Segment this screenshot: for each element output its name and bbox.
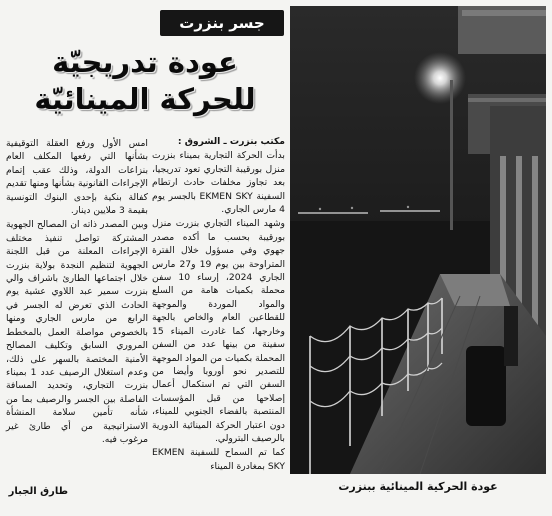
headline [6, 44, 284, 118]
headline-line-1: عودة تدريجيّة [52, 45, 238, 79]
section-label: جسر بنزرت [160, 10, 284, 36]
headline-line-2: للحركة المينائيّة [34, 82, 256, 116]
article-paragraph-1: بدأت الحركة التجارية بميناء بنزرت منزل بورقيبة التجاري تعود تدريجيا، بعد تجاوز مخلفات حادث ارتطام السفينة EKMEN SKY بالجسر يوم 4 مارس الجاري. [152, 150, 286, 216]
author-signature: طارق الجبار [8, 486, 68, 497]
ship-deck-night-photo [290, 6, 546, 474]
article-paragraph-5: وبين المصدر ذاته ان المصالح الجهوية المشتركة تواصل تنفيذ مختلف الإجراءات المعلنة من قبل اللجنة الجهوية لتنظيم النجدة بولاية بنزرت خلال اجتماعها الطارئ باشراف والي بنزرت سمير عبد اللاوي عشية يوم الحادث الذي تعرض له الجسر في الرابع من مارس الجاري ومنها بالخصوص مواصلة العمل بالمخطط المروري السابق وتكليف المصالح الأمنية المختصة بالسهر على ذلك، وعدم استغلال الرصيف عدد 1 بميناء بنزرت التجاري، وتحديد المسافة الفاصلة بين الجسر والرصيف بما من شأنه تأمين سلامة المنشأة الاستراتيجية من أي طارئ غير مرغوب فيه. [6, 219, 148, 445]
article-column-right [152, 135, 285, 508]
article-paragraph-4: امس الأول ورفع العقلة التوقيفية بشأنها التي رفعها المكلف العام بنزاعات الدولة، وذلك عقب إتمام الإجراءات القانونية بشأنها ومنها تقديم كفالة بنكية بإحدى البنوك التونسية بقيمة 3 ملايين دينار. [6, 138, 148, 217]
article-paragraph-2: وشهد الميناء التجاري بنزرت منزل بورقيبة بحسب ما أكده مصدر جهوي وفي مسؤول خلال الفترة المتراوحة بين يوم 19 و27 مارس الجاري 2024، إرساء 10 سفن محملة بكميات هامة من السلع والمواد الموردة والموجهة للقطاعين العام والخاص بالجهة وخارجها، كما غادرت الميناء 15 سفينة من بينها عدد من السفن المحملة بكميات من المواد الموجهة للتصدير نحو أوروبا وأيضا من السفن التي تم استكمال أعمال إصلاحها من قبل المؤسسات المنتصبة بالفضاء الجنوبي للميناء، دون اعتبار الحركة المينائية الدورية بالرصيف البترولي. [152, 218, 286, 444]
article-column-left [6, 137, 148, 467]
article-paragraph-3: كما تم السماح للسفينة EKMEN SKY بمغادرة الميناء [152, 447, 285, 472]
article-byline: مكتب بنزرت ـ الشروق : [177, 136, 285, 147]
photo-caption: عودة الحركية المينائية ببنزرت [338, 480, 498, 493]
